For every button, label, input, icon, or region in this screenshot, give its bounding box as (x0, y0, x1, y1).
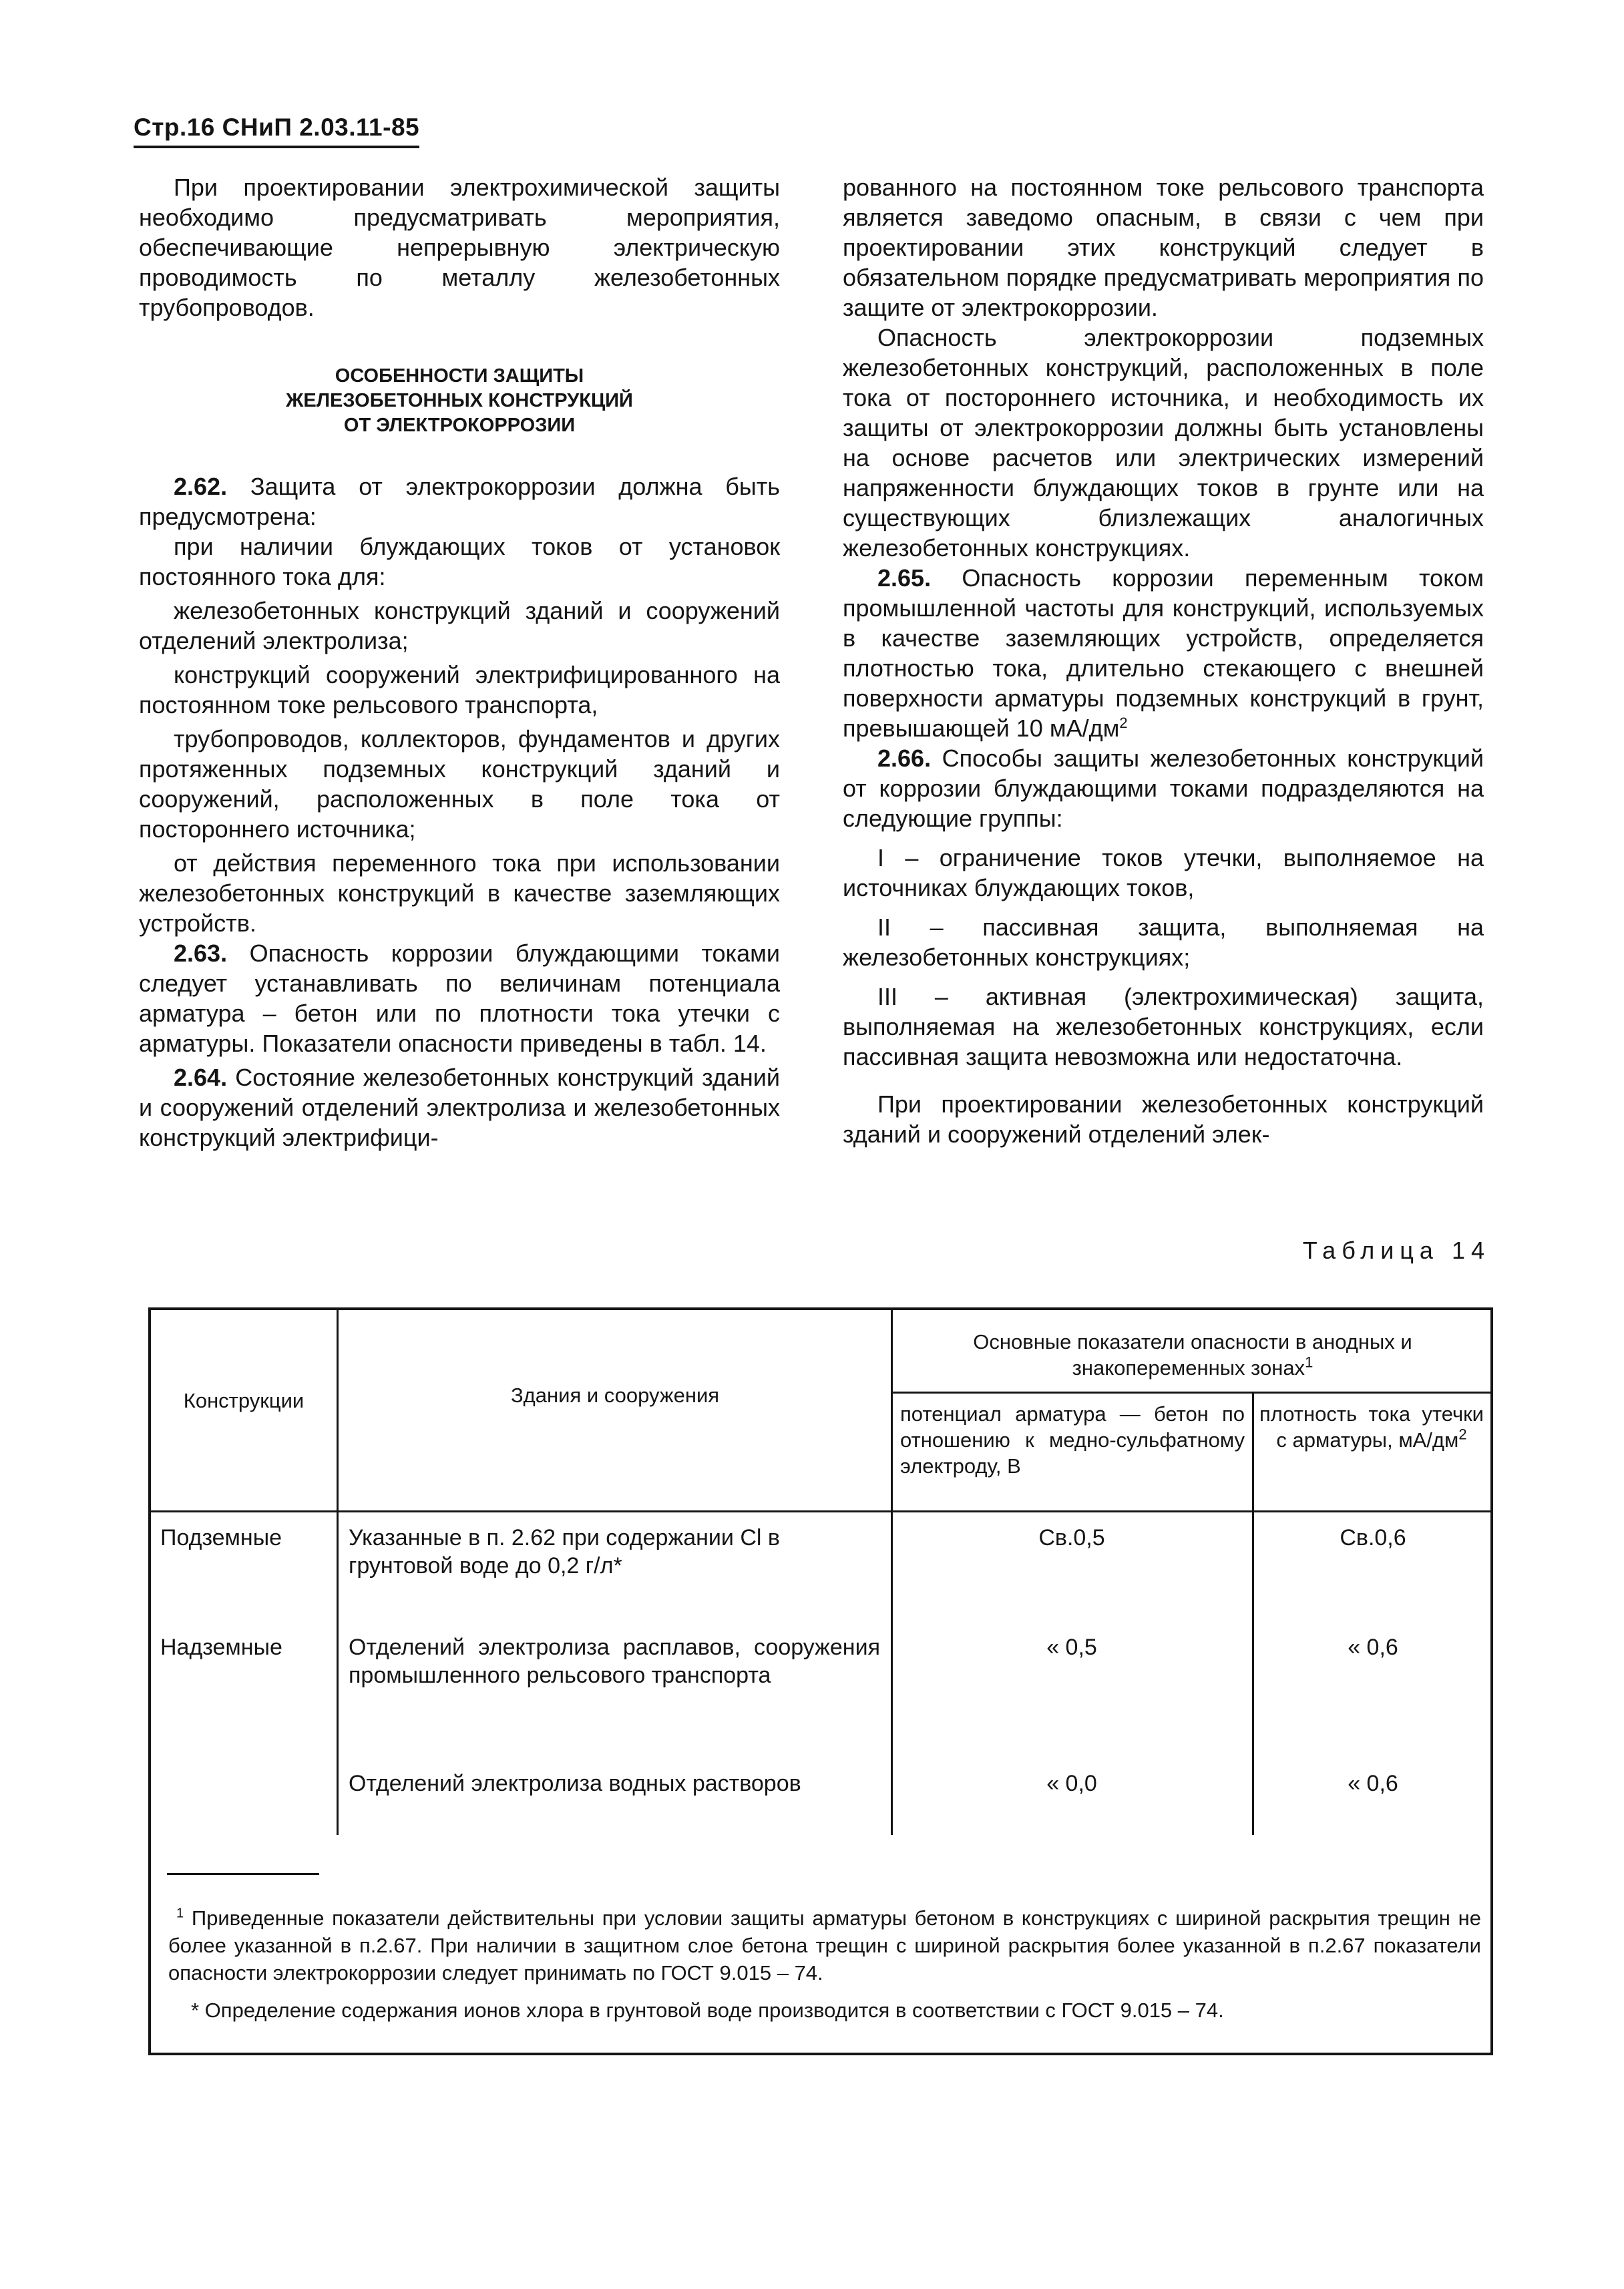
header-density-text: плотность тока утечки с арматуры, мА/дм (1259, 1402, 1484, 1452)
paragraph-2-63 (139, 938, 780, 1058)
footnote-2: * Определение содержания ионов хлора в грунтовой воде производится в соответствии с ГОСТ 9.015 – 74. (191, 1999, 1224, 2022)
table-divider (1252, 1392, 1254, 1835)
superscript: 2 (1119, 714, 1128, 731)
table-cell-potential: « 0,5 (1046, 1635, 1097, 1660)
paragraph-2-62 (139, 471, 780, 532)
header-indicators-text: Основные показатели опасности в анодных и знакопеременных зонах (973, 1330, 1412, 1380)
table-border-left (148, 1307, 151, 2055)
footnote-1-text: Приведенные показатели действительны при условии защиты арматуры бетоном в конструкциях с шириной раскрытия трещин не более указанной в п.2.67. При наличии в защитном слое бетона трещин с шириной раскрытия более указанной в п.2.67 показатели опасности электрокоррозии следует принимать по ГОСТ 9.015 – 74. (168, 1906, 1481, 1985)
clause-text: Защита от электрокоррозии должна быть предусмотрена: (139, 473, 780, 530)
group-three: III – активная (электрохимическая) защита, выполняемая на железобетонных конструкциях, если пассивная защита невозможна или недостаточна. (843, 983, 1484, 1070)
group-one: I – ограничение токов утечки, выполняемое на источниках блуждающих токов, (843, 844, 1484, 901)
table-cell-density: Св.0,6 (1340, 1525, 1406, 1550)
clause-number: 2.62. (174, 473, 228, 500)
paragraph-intro: При проектировании электрохимической защиты необходимо предусматривать мероприятия, обеспечивающие непрерывную электрическую проводимость по металлу железобетонных трубопроводов. (139, 174, 780, 321)
table-divider (148, 1510, 1493, 1512)
header-buildings: Здания и сооружения (510, 1384, 720, 1407)
table-caption: Таблица 14 (1302, 1237, 1490, 1264)
paragraph-2-62-d: трубопроводов, коллекторов, фундаментов и других протяженных подземных конструкций зданий и сооружений, расположенных в поле тока от постороннего источника; (139, 725, 780, 843)
table-cell-buildings: Указанные в п. 2.62 при содержании Cl в грунтовой воде до 0,2 г/л* (349, 1525, 780, 1579)
table-cell-construction: Подземные (160, 1525, 282, 1550)
footnote-1 (168, 1904, 1481, 1987)
section-heading (139, 364, 780, 438)
paragraph-2-65 (843, 563, 1484, 743)
header-potential: потенциал арматура — бетон по отношению к медно-сульфатному электроду, В (900, 1402, 1245, 1478)
section-heading-line: ОСОБЕННОСТИ ЗАЩИТЫ (335, 365, 584, 387)
table-cell-potential: « 0,0 (1046, 1771, 1097, 1796)
header-indicators (895, 1329, 1490, 1381)
table-divider (891, 1392, 1492, 1394)
table-cell-potential: Св.0,5 (1038, 1525, 1105, 1550)
section-heading-line: ОТ ЭЛЕКТРОКОРРОЗИИ (343, 415, 576, 436)
superscript: 1 (176, 1906, 184, 1921)
paragraph-continuation: рованного на постоянном токе рельсового транспорта является заведомо опасным, в связи с чем при проектировании этих конструкций следует в обязательном порядке предусматривать мероприятия по защите от электрокоррозии. (843, 174, 1484, 321)
paragraph-2-62-c: конструкций сооружений электрифицированного на постоянном токе рельсового транспорта, (139, 661, 780, 718)
paragraph-danger: Опасность электрокоррозии подземных железобетонных конструкций, расположенных в поле тока от постороннего источника, и необходимость их защиты от электрокоррозии должны быть установлены на основе расчетов или электрических измерений напряженности блуждающих токов в грунте или на существующих близлежащих аналогичных железобетонных конструкциях. (843, 324, 1484, 562)
table-divider (337, 1307, 339, 1835)
table-border-top (148, 1307, 1493, 1310)
paragraph-last: При проектировании железобетонных конструкций зданий и сооружений отделений элек- (843, 1090, 1484, 1148)
paragraph-2-64 (139, 1062, 780, 1153)
right-column (843, 172, 1484, 1149)
page-header: Стр.16 СНиП 2.03.11-85 (134, 114, 419, 148)
table-cell-buildings: Отделений электролиза водных растворов (349, 1771, 801, 1796)
footnote-rule (167, 1873, 319, 1875)
paragraph-2-62-b: железобетонных конструкций зданий и сооружений отделений электролиза; (139, 597, 780, 654)
left-column (139, 172, 780, 1153)
clause-number: 2.64. (174, 1064, 228, 1091)
clause-text: Опасность коррозии блуждающими токами следует устанавливать по величинам потенциала арматура – бетон или по плотности тока утечки с арматуры. Показатели опасности приведены в табл. 14. (139, 940, 780, 1057)
table-cell-construction: Надземные (160, 1635, 282, 1660)
paragraph-2-66 (843, 743, 1484, 833)
clause-text: Способы защиты железобетонных конструкций от коррозии блуждающими токами подразделяются на следующие группы: (843, 745, 1484, 832)
paragraph-2-62-a: при наличии блуждающих токов от установок постоянного тока для: (139, 533, 780, 590)
section-heading-line: ЖЕЛЕЗОБЕТОННЫХ КОНСТРУКЦИЙ (286, 390, 633, 411)
header-density (1259, 1401, 1484, 1453)
clause-number: 2.66. (877, 745, 932, 772)
group-two: II – пассивная защита, выполняемая на железобетонных конструкциях; (843, 913, 1484, 971)
superscript: 2 (1458, 1426, 1467, 1443)
table-border-bottom (148, 2053, 1493, 2055)
table-cell-buildings: Отделений электролиза расплавов, сооружения промышленного рельсового транспорта (349, 1635, 880, 1688)
clause-number: 2.63. (174, 940, 228, 967)
table-border-right (1490, 1307, 1493, 2055)
paragraph-2-62-e: от действия переменного тока при использовании железобетонных конструкций в качестве заземляющих устройств. (139, 849, 780, 937)
table-cell-density: « 0,6 (1348, 1771, 1398, 1796)
table-divider (891, 1307, 893, 1835)
clause-text: Состояние железобетонных конструкций зданий и сооружений отделений электролиза и железобетонных конструкций электрифици- (139, 1064, 780, 1151)
clause-text: Опасность коррозии переменным током промышленной частоты для конструкций, используемых в качестве заземляющих устройств, определяется плотностью тока, длительно стекающего с внешней поверхности арматуры подземных конструкций в грунт, превышающей 10 мА/дм (843, 564, 1484, 742)
table-cell-density: « 0,6 (1348, 1635, 1398, 1660)
header-constructions: Конструкции (183, 1389, 304, 1412)
clause-number: 2.65. (877, 564, 932, 592)
superscript: 1 (1305, 1354, 1313, 1371)
